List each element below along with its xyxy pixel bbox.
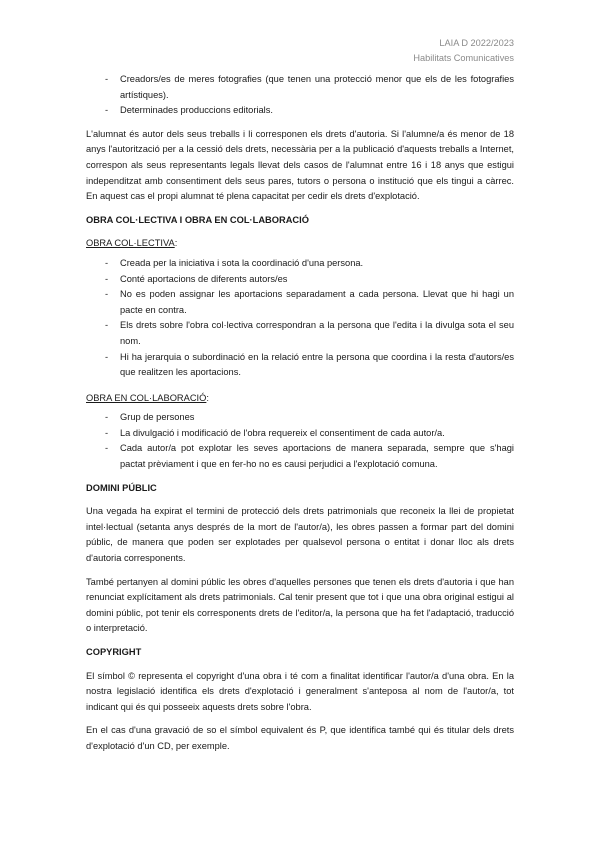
page-header bbox=[413, 36, 514, 66]
section-title-obra: OBRA COL·LECTIVA I OBRA EN COL·LABORACIÓ bbox=[86, 214, 309, 225]
section-title-domini: DOMINI PÚBLIC bbox=[86, 482, 157, 493]
list-item: - Cada autor/a pot explotar les seves aportacions de manera separada, sempre que s'hagi pactat prèviament i que en fer-ho no es causi perjudici a l'explotació comuna. bbox=[86, 441, 514, 472]
subheading-collaboracio bbox=[86, 391, 514, 407]
rights-paragraph: L'alumnat és autor dels seus treballs i li corresponen els drets d'autoria. Si l'alumne/a és menor de 18 anys l'autorització per a la cessió dels drets, necessària per a la publicació d'aquests treballs a Internet, correspon als seus representants legals llevat dels casos de l'alumnat entre 16 i 18 anys que estigui independitzat amb consentiment dels seus pares, tutors o persona o institució que els tingui a càrrec. En aquest cas el propi alumnat té plena capacitat per cedir els drets d'explotació. bbox=[86, 128, 514, 202]
copyright-paragraph-2: En el cas d'una gravació de so el símbol equivalent és P, que identifica també qui és titular dels drets d'explotació d'un CD, per exemple. bbox=[86, 725, 514, 751]
list-item: - Els drets sobre l'obra col·lectiva correspondran a la persona que l'edita i la divulga sota el seu nom. bbox=[86, 318, 514, 349]
list-item: - La divulgació i modificació de l'obra requereix el consentiment de cada autor/a. bbox=[86, 426, 514, 442]
list-item: - Hi ha jerarquia o subordinació en la relació entre la persona que coordina i la resta d'autors/es que realitzen les aportacions. bbox=[86, 350, 514, 381]
collectiva-label: OBRA COL·LECTIVA bbox=[86, 238, 175, 249]
collaboracio-suffix: : bbox=[206, 392, 209, 403]
collaboracio-list bbox=[86, 410, 514, 472]
list-item: - Conté aportacions de diferents autors/es bbox=[86, 272, 514, 288]
subheading-collectiva bbox=[86, 236, 514, 252]
list-item: - Creadors/es de meres fotografies (que tenen una protecció menor que els de les fotografies artístiques). bbox=[86, 72, 514, 103]
intro-bullet-list bbox=[86, 72, 514, 119]
document-body bbox=[86, 72, 514, 763]
collectiva-suffix: : bbox=[174, 238, 178, 249]
section-title-copyright: COPYRIGHT bbox=[86, 647, 142, 657]
domini-paragraph-1: Una vegada ha expirat el termini de protecció dels drets patrimonials que reconeix la llei de propietat intel·lectual (setanta anys després de la mort de l'autor/a), les obres passen a formar part del domini públic, de manera que poden ser explotades per qualsevol persona o entitat i donar lloc als drets d'autoria corresponents. bbox=[86, 506, 514, 564]
list-item: - Creada per la iniciativa i sota la coordinació d'una persona. bbox=[86, 256, 514, 272]
collaboracio-label: OBRA EN COL·LABORACIÓ bbox=[86, 392, 207, 403]
collectiva-list bbox=[86, 256, 514, 381]
list-item: - No es poden assignar les aportacions separadament a cada persona. Llevat que hi hagi un pacte en contra. bbox=[86, 287, 514, 318]
header-author: LAIA D 2022/2023 bbox=[439, 38, 514, 48]
copyright-paragraph-1: El símbol © representa el copyright d'una obra i té com a finalitat identificar l'autor/a d'una obra. En la nostra legislació identifica els drets d'explotació i generalment s'anteposa al nom de l'autor/a, tot indicant qui és qui posseeix aquests drets sobre l'obra. bbox=[86, 670, 514, 712]
list-item: - Determinades produccions editorials. bbox=[86, 103, 514, 119]
header-subject: Habilitats Comunicatives bbox=[413, 53, 514, 63]
list-item: - Grup de persones bbox=[86, 410, 514, 426]
domini-paragraph-2: També pertanyen al domini públic les obres d'aquelles persones que tenen els drets d'autoria i que han renunciat explícitament als drets patrimonials. Cal tenir present que tot i que una obra original estigui al domini públic, pot tenir els corresponents drets de l'editor/a, la persona que ha fet l'adaptació, traducció o interpretació. bbox=[86, 576, 514, 634]
